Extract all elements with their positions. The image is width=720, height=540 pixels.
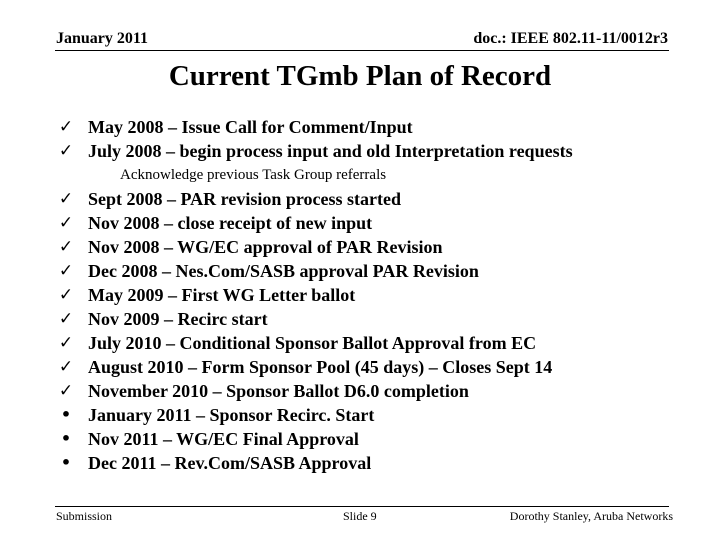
list-item-text: Nov 2008 – WG/EC approval of PAR Revision [88, 237, 443, 257]
checkmark-icon: ✓ [58, 237, 74, 257]
bullet-icon: • [60, 405, 72, 424]
bullet-icon: • [60, 453, 72, 472]
list-item-text: Dec 2008 – Nes.Com/SASB approval PAR Revision [88, 261, 479, 281]
footer-slide-number: Slide 9 [343, 509, 377, 523]
list-item-text: July 2010 – Conditional Sponsor Ballot Approval from EC [88, 333, 537, 353]
checkmark-icon: ✓ [58, 117, 74, 137]
list-item-text: May 2009 – First WG Letter ballot [88, 285, 356, 305]
list-item [56, 211, 386, 235]
checkmark-icon: ✓ [58, 381, 74, 401]
list-item-text: Nov 2008 – close receipt of new input [88, 213, 373, 233]
checkmark-icon: ✓ [58, 285, 74, 305]
list-item [56, 331, 537, 355]
sub-bullet: Acknowledge previous Task Group referrals [120, 167, 387, 183]
list-item [56, 379, 469, 403]
checkmark-icon: ✓ [58, 309, 74, 329]
list-item [56, 307, 386, 331]
bullet-icon: • [60, 429, 72, 448]
list-item [56, 187, 401, 211]
list-item-text: Sept 2008 – PAR revision process started [88, 189, 401, 209]
list-item [56, 259, 479, 283]
list-item [56, 451, 386, 475]
list-item [56, 115, 413, 139]
list-item-text: Nov 2009 – Recirc start [88, 309, 268, 329]
slide-title: Current TGmb Plan of Record [168, 60, 552, 92]
list-item-text: August 2010 – Form Sponsor Pool (45 days) – Closes Sept 14 [88, 357, 553, 377]
checkmark-icon: ✓ [58, 141, 74, 161]
bullet-list [56, 115, 573, 475]
checkmark-icon: ✓ [58, 333, 74, 353]
list-item-text: Nov 2011 – WG/EC Final Approval [88, 429, 359, 449]
list-item [56, 403, 386, 427]
header-doc-id: doc.: IEEE 802.11-11/0012r3 [473, 30, 668, 47]
list-item-text: November 2010 – Sponsor Ballot D6.0 completion [88, 381, 469, 401]
footer-rule [55, 506, 669, 507]
footer-submission: Submission [56, 509, 113, 523]
list-item [56, 283, 386, 307]
list-item [56, 355, 553, 379]
list-item [56, 427, 386, 451]
checkmark-icon: ✓ [58, 357, 74, 377]
header-rule [55, 50, 669, 51]
checkmark-icon: ✓ [58, 261, 74, 281]
header-date: January 2011 [56, 30, 149, 47]
list-item-text: Dec 2011 – Rev.Com/SASB Approval [88, 453, 372, 473]
list-item-text: May 2008 – Issue Call for Comment/Input [88, 117, 413, 137]
list-item [56, 235, 443, 259]
footer-author: Dorothy Stanley, Aruba Networks [509, 509, 673, 523]
list-item [56, 139, 573, 163]
list-item-text: July 2008 – begin process input and old Interpretation requests [88, 141, 573, 161]
checkmark-icon: ✓ [58, 213, 74, 233]
checkmark-icon: ✓ [58, 189, 74, 209]
list-item-text: January 2011 – Sponsor Recirc. Start [88, 405, 375, 425]
